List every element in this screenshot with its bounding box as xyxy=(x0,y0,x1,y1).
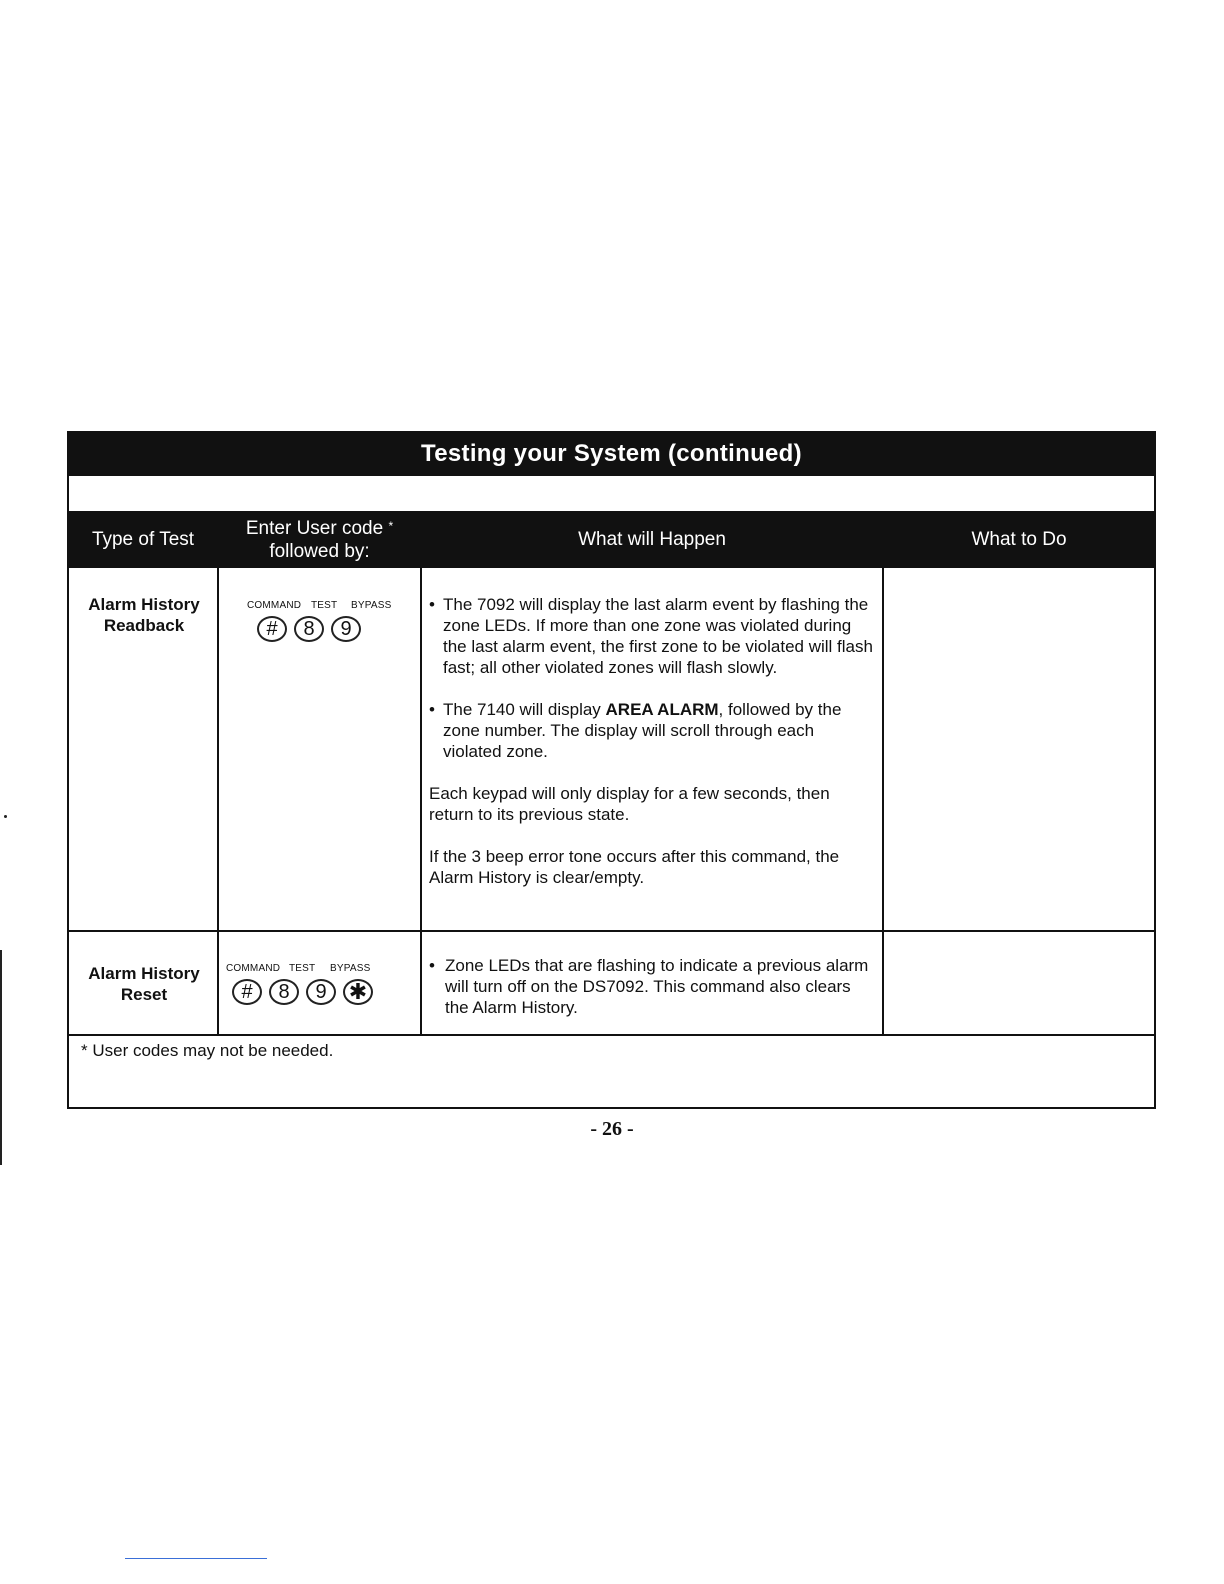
testing-table xyxy=(67,431,1156,1109)
hash-key-icon: # xyxy=(257,616,287,642)
area-alarm-text: AREA ALARM xyxy=(605,700,719,719)
happen-readback xyxy=(429,594,874,909)
bullet-text: Zone LEDs that are flashing to indicate a previous alarm will turn off on the DS7092. This command also clears the Alarm History. xyxy=(445,956,869,1017)
bullet-dot: • xyxy=(429,595,435,614)
spacer-row xyxy=(69,476,1154,511)
bullet-text xyxy=(443,699,874,762)
key-labels xyxy=(247,600,391,612)
star-key-icon: ✱ xyxy=(343,979,373,1005)
key-sequence-reset xyxy=(226,963,373,1005)
label-bypass: BYPASS xyxy=(330,963,371,974)
column-divider xyxy=(882,511,884,1036)
page-number: - 26 - xyxy=(590,1118,634,1140)
table-title: Testing your System (continued) xyxy=(69,433,1154,476)
header-enter-asterisk: * xyxy=(388,518,394,533)
happen-reset xyxy=(429,955,874,1039)
bullet-item xyxy=(429,955,874,1018)
header-todo-label: What to Do xyxy=(971,529,1067,550)
eight-key-icon: 8 xyxy=(294,616,324,642)
footnote: * User codes may not be needed. xyxy=(81,1041,334,1060)
key-row xyxy=(257,616,391,642)
header-enter-line1: Enter User code xyxy=(245,517,384,539)
row-title-line1: Alarm History xyxy=(88,964,200,983)
bullet-item xyxy=(429,594,874,678)
bullet-dot: • xyxy=(429,956,435,975)
label-bypass: BYPASS xyxy=(351,600,392,611)
row-title-line2: Reset xyxy=(120,985,168,1004)
row-divider xyxy=(69,930,1154,932)
header-type-label: Type of Test xyxy=(91,529,195,550)
bullet-dot: • xyxy=(429,700,435,719)
key-row xyxy=(232,979,373,1005)
nine-key-icon: 9 xyxy=(331,616,361,642)
header-enter-line2: followed by: xyxy=(269,540,370,562)
header-enter-user-code xyxy=(219,511,420,568)
row-title-readback xyxy=(69,594,219,636)
eight-key-icon: 8 xyxy=(269,979,299,1005)
nine-key-icon: 9 xyxy=(306,979,336,1005)
decorative-line xyxy=(125,1558,267,1559)
header-what-will-happen xyxy=(422,511,882,568)
row-title-line2: Readback xyxy=(103,616,185,635)
column-divider xyxy=(217,511,219,1036)
key-sequence-readback xyxy=(247,600,391,642)
bullet-text-post: , followed by the zone number. The display will scroll through each violated zone. xyxy=(443,700,842,761)
column-divider xyxy=(420,511,422,1036)
row-title-line1: Alarm History xyxy=(88,595,200,614)
header-happen-label: What will Happen xyxy=(578,529,726,550)
bullet-text: The 7092 will display the last alarm event by flashing the zone LEDs. If more than one zone was violated during the last alarm event, the first zone to be violated will flash fast; all other violated zones will flash slowly. xyxy=(443,595,873,677)
paragraph: If the 3 beep error tone occurs after this command, the Alarm History is clear/empty. xyxy=(429,847,840,887)
margin-mark xyxy=(4,815,7,818)
bullet-text-pre: The 7140 will display xyxy=(443,700,606,719)
label-test: TEST xyxy=(289,963,316,974)
margin-mark xyxy=(0,950,2,1165)
bullet-item xyxy=(429,699,874,762)
label-command: COMMAND xyxy=(247,600,302,611)
header-type-of-test xyxy=(69,511,217,568)
header-what-to-do xyxy=(884,511,1154,568)
row-title-reset xyxy=(69,963,219,1005)
paragraph: Each keypad will only display for a few seconds, then return to its previous state. xyxy=(429,784,830,824)
label-test: TEST xyxy=(311,600,338,611)
key-labels xyxy=(226,963,373,975)
hash-key-icon: # xyxy=(232,979,262,1005)
label-command: COMMAND xyxy=(226,963,281,974)
